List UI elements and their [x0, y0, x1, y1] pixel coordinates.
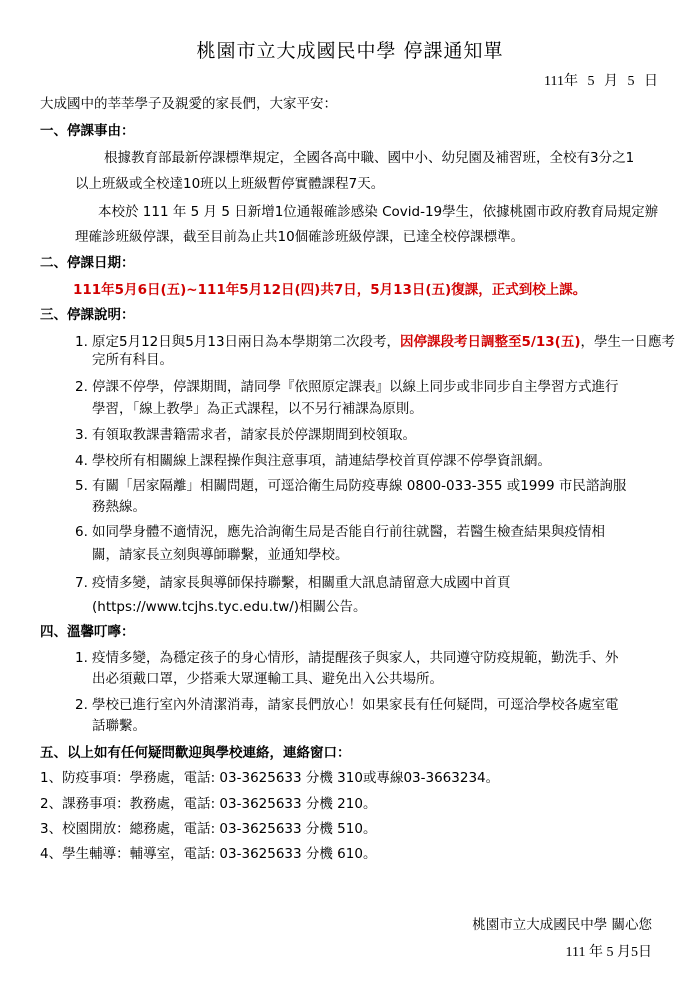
item-text: 完所有科目。: [92, 352, 173, 368]
page-title: 桃園市立大成國民中學 停課通知單: [196, 40, 504, 62]
item-text: 如同學身體不適情況，應先洽詢衛生局是否能自行前往就醫，若醫生檢查結果與疫情相: [92, 524, 605, 540]
item-text: 疫情多變，為穩定孩子的身心情形，請提醒孩子與家人，共同遵守防疫規範，勤洗手、外: [92, 650, 619, 666]
item-text: 學校所有相關線上課程操作與注意事項，請連結學校首頁停課不停學資訊網。: [92, 453, 551, 469]
item-number: 7.: [75, 575, 88, 591]
item-number: 2.: [75, 697, 88, 713]
section1-heading: 一、停課事由：: [40, 123, 135, 139]
contact-line: 1、防疫事項：學務處，電話: 03-3625633 分機 310或專線03-3663234。: [40, 770, 500, 786]
contact-line: 2、課務事項：教務處，電話: 03-3625633 分機 210。: [40, 796, 377, 812]
suspension-dates: 111年5月6日(五)~111年5月12日(四)共7日，5月13日(五)復課，正式到校上課。: [73, 282, 587, 298]
section1-para2-line2: 理確診班級停課，截至目前為止共10個確診班級停課，已達全校停課標準。: [75, 229, 525, 245]
school-signature: 桃園市立大成國民中學 關心您: [472, 917, 652, 933]
item-text: ，學生一日應考: [580, 334, 675, 350]
contact-line: 4、學生輔導：輔導室，電話: 03-3625633 分機 610。: [40, 846, 377, 862]
item-number: 5.: [75, 478, 88, 494]
issue-date: 111年 5 月 5 日: [544, 74, 658, 89]
item-text: 原定5月12日與5月13日兩日為本學期第二次段考，: [92, 334, 401, 350]
section4-heading: 四、溫馨叮嚀：: [40, 624, 135, 640]
section5-heading: 五、以上如有任何疑問歡迎與學校連絡，連絡窗口：: [40, 745, 351, 761]
item-text: 務熱線。: [92, 499, 146, 515]
exam-date-change: 因停課段考日調整至5/13(五): [400, 334, 581, 350]
contact-line: 3、校園開放：總務處，電話: 03-3625633 分機 510。: [40, 821, 377, 837]
item-text: 關，請家長立刻與導師聯繫，並通知學校。: [92, 547, 349, 563]
greeting: 大成國中的莘莘學子及親愛的家長們，大家平安：: [40, 96, 337, 112]
item-text: 學習，「線上教學」為正式課程，以不另行補課為原則。: [92, 401, 423, 417]
item-number: 1.: [75, 334, 88, 350]
footer-date: 111 年 5 月5日: [565, 945, 652, 960]
section1-para1-line1: 根據教育部最新停課標準規定，全國各高中職、國中小、幼兒園及補習班，全校有3分之1: [104, 150, 635, 166]
item-number: 1.: [75, 650, 88, 666]
section1-para1-line2: 以上班級或全校達10班以上班級暫停實體課程7天。: [75, 176, 385, 192]
item-text: 出必須戴口罩，少搭乘大眾運輸工具、避免出入公共場所。: [92, 671, 443, 687]
section3-heading: 三、停課說明：: [40, 307, 135, 323]
item-text: 學校已進行室內外清潔消毒，請家長們放心！如果家長有任何疑問，可逕洽學校各處室電: [92, 697, 619, 713]
item-number: 2.: [75, 379, 88, 395]
section1-para2-line1: 本校於 111 年 5 月 5 日新增1位通報確診感染 Covid-19學生，依據桃園市政府教育局規定辦: [98, 204, 659, 220]
item-text: 話聯繫。: [92, 718, 146, 734]
item-text: 有領取教課書籍需求者，請家長於停課期間到校領取。: [92, 427, 416, 443]
item-number: 4.: [75, 453, 88, 469]
item-number: 3.: [75, 427, 88, 443]
section2-heading: 二、停課日期：: [40, 255, 135, 271]
homepage-link-text: (https://www.tcjhs.tyc.edu.tw/)相關公告。: [92, 599, 367, 615]
item-text: 疫情多變，請家長與導師保持聯繫，相關重大訊息請留意大成國中首頁: [92, 575, 511, 591]
item-number: 6.: [75, 524, 88, 540]
item-text: 停課不停學，停課期間，請同學『依照原定課表』以線上同步或非同步自主學習方式進行: [92, 379, 619, 395]
item-text: 有關「居家隔離」相關問題，可逕洽衛生局防疫專線 0800-033-355 或1999 市民諮詢服: [92, 478, 627, 494]
